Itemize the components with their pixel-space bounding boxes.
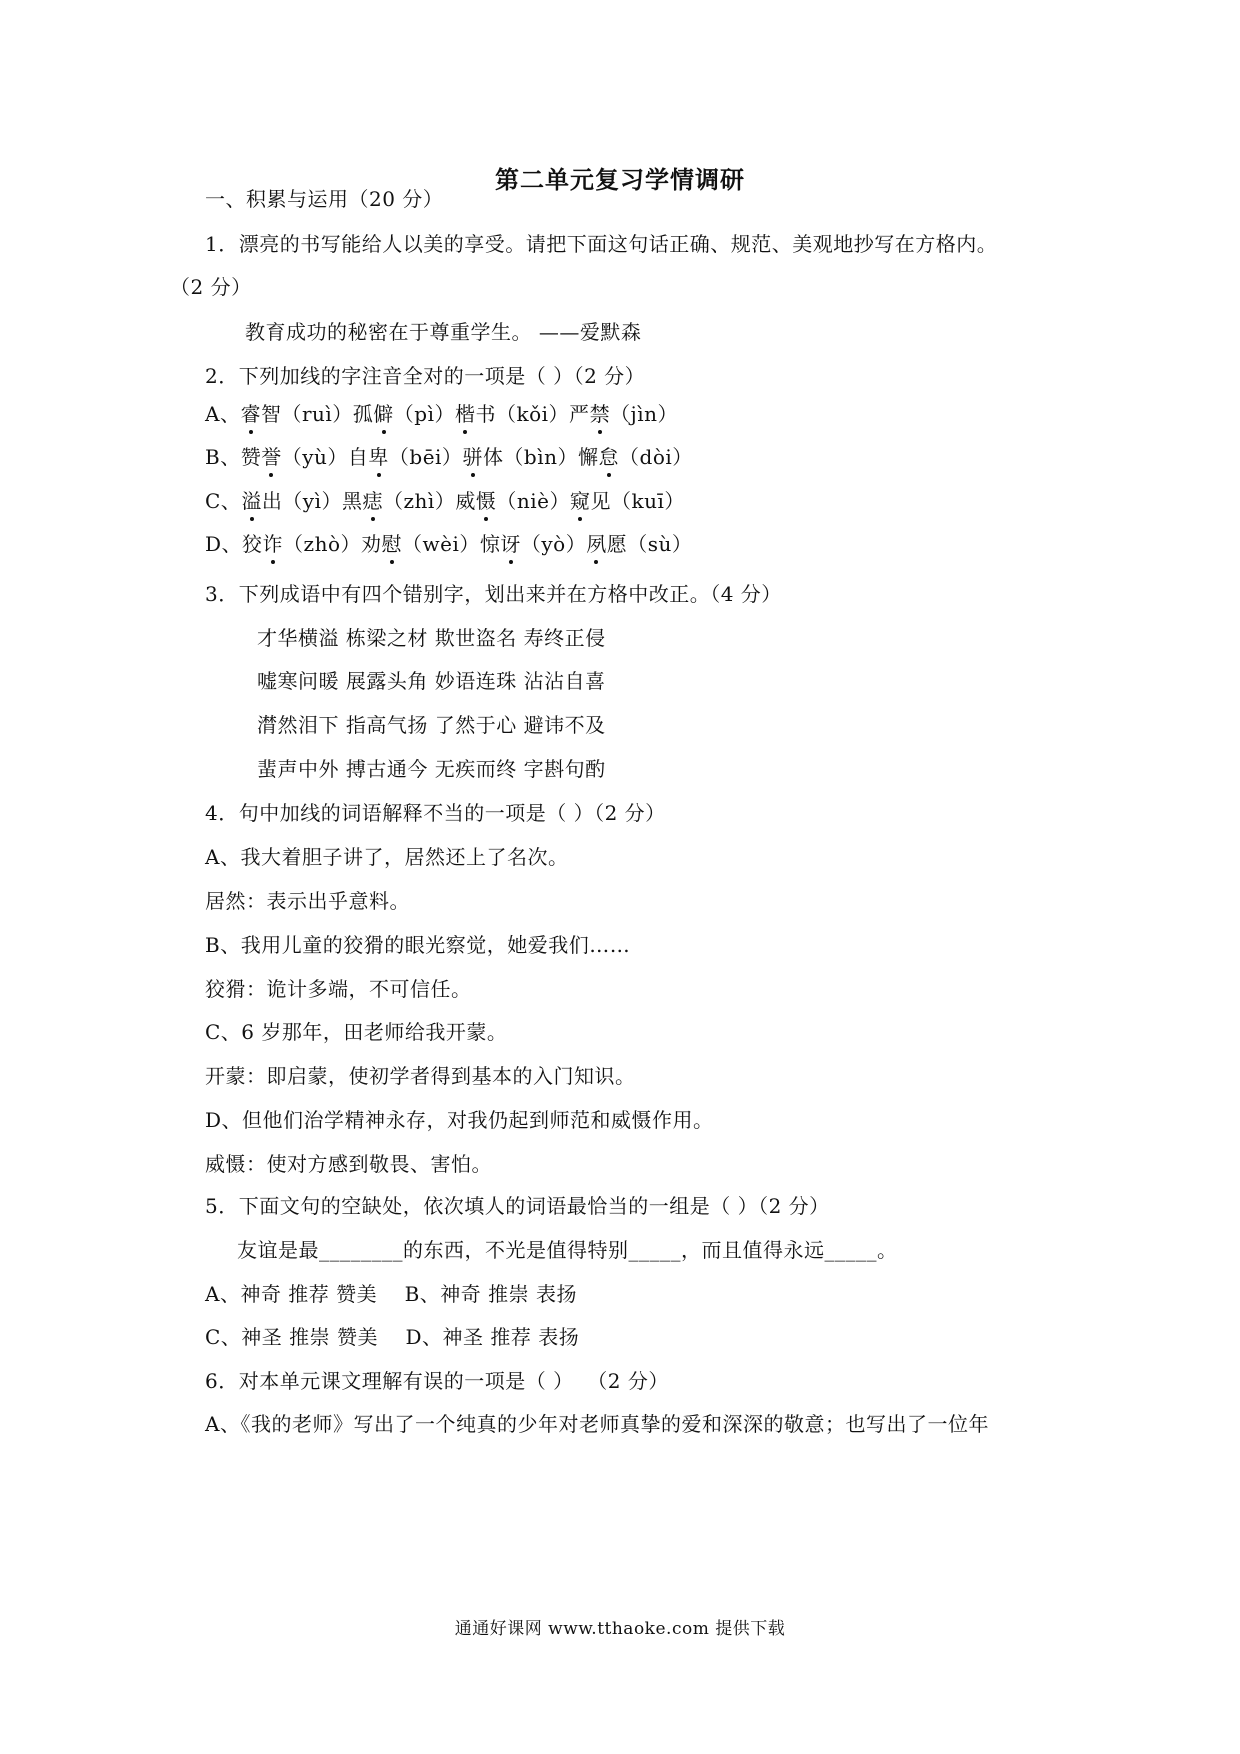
underlined-char: 怠 [598, 445, 620, 469]
page-footer: 通通好课网 www.tthaoke.com 提供下载 [454, 1619, 786, 1639]
underlined-char: 楷 [455, 402, 476, 426]
underlined-char: 痣 [362, 489, 384, 513]
underlined-char: 卑 [368, 445, 389, 469]
q4-line: 居然：表示出乎意料。 [205, 889, 410, 913]
q6-stem: 6．对本单元课文理解有误的一项是（ ） （2 分） [205, 1369, 669, 1393]
q2-option-b: B、赞誉（yù）自卑（bēi）骈体（bìn）懈怠（dòi） [205, 445, 693, 469]
q4-line: D、但他们治学精神永存，对我仍起到师范和威慑作用。 [205, 1108, 714, 1132]
underlined-char: 僻 [373, 402, 394, 426]
underlined-char: 骈 [462, 445, 483, 469]
q2-option-a: A、睿智（ruì）孤僻（pì）楷书（kǒi）严禁（jìn） [205, 402, 679, 426]
q1-quote: 教育成功的秘密在于尊重学生。 ——爱默森 [245, 320, 642, 344]
q5-options: C、神圣 推崇 赞美 D、神圣 推荐 表扬 [205, 1325, 580, 1349]
q4-line: 威慑：使对方感到敬畏、害怕。 [205, 1152, 492, 1176]
underlined-char: 慑 [475, 489, 497, 513]
underlined-char: 禁 [589, 402, 611, 426]
q4-line: A、我大着胆子讲了，居然还上了名次。 [205, 845, 569, 869]
underlined-char: 睿 [240, 402, 261, 426]
q3-stem: 3．下列成语中有四个错别字，划出来并在方格中改正。（4 分） [205, 582, 782, 606]
underlined-char: 夙 [586, 532, 607, 556]
q5-stem: 5．下面文句的空缺处，依次填人的词语最恰当的一组是（ ）（2 分） [205, 1194, 830, 1218]
section-heading: 一、积累与运用（20 分） [205, 187, 444, 211]
q4-line: B、我用儿童的狡猾的眼光察觉，她爱我们…… [205, 933, 631, 957]
q1-stem: 1．漂亮的书写能给人以美的享受。请把下面这句话正确、规范、美观地抄写在方格内。 [205, 232, 998, 256]
q2-option-c: C、溢出（yì）黑痣（zhì）威慑（niè）窥见（kuī） [205, 489, 685, 513]
q1-score: （2 分） [170, 275, 252, 299]
q5-sentence: 友谊是最________的东西，不光是值得特别_____，而且值得永远_____。 [237, 1238, 898, 1262]
page-title: 第二单元复习学情调研 [495, 166, 745, 194]
q3-row: 才华横溢 栋梁之材 欺世盗名 寿终正侵 [257, 626, 606, 650]
q6-option-a: A、《我的老师》写出了一个纯真的少年对老师真挚的爱和深深的敬意；也写出了一位年 [205, 1412, 989, 1436]
q2-option-d: D、狡诈（zhò）劝慰（wèi）惊讶（yò）夙愿（sù） [205, 532, 693, 556]
underlined-char: 诈 [262, 532, 284, 556]
underlined-char: 溢 [241, 489, 262, 513]
underlined-char: 讶 [500, 532, 521, 556]
q3-row: 嘘寒问暖 展露头角 妙语连珠 沾沾自喜 [257, 669, 606, 693]
q4-line: 狡猾：诡计多端，不可信任。 [205, 977, 472, 1001]
underlined-char: 窥 [569, 489, 591, 513]
q2-stem: 2．下列加线的字注音全对的一项是（ ）（2 分） [205, 364, 646, 388]
q4-stem: 4．句中加线的词语解释不当的一项是（ ）（2 分） [205, 801, 666, 825]
q4-line: C、6 岁那年，田老师给我开蒙。 [205, 1020, 508, 1044]
underlined-char: 誉 [261, 445, 282, 469]
q5-options: A、神奇 推荐 赞美 B、神奇 推崇 表扬 [205, 1282, 577, 1306]
q3-row: 蜚声中外 搏古通今 无疾而终 字斟句酌 [257, 757, 606, 781]
q3-row: 潸然泪下 指高气扬 了然于心 避讳不及 [257, 713, 606, 737]
underlined-char: 慰 [381, 532, 403, 556]
q4-line: 开蒙：即启蒙，使初学者得到基本的入门知识。 [205, 1064, 636, 1088]
